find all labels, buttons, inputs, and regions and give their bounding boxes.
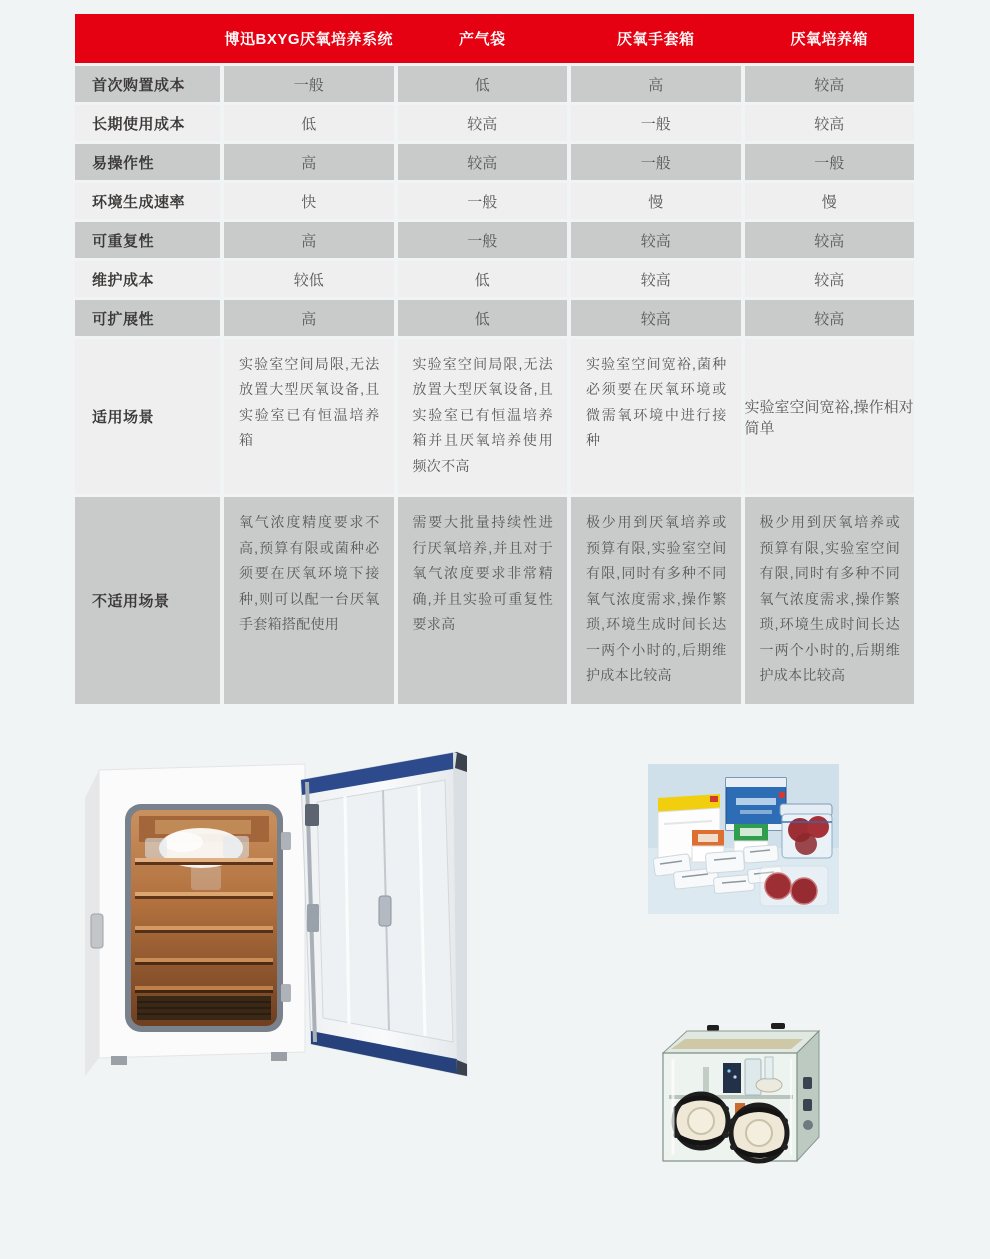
rating-cell: 高 <box>224 222 394 258</box>
rating-cell: 较高 <box>398 105 568 141</box>
glove-box-photo <box>643 1015 841 1183</box>
rating-cell: 一般 <box>745 144 915 180</box>
rating-cell: 高 <box>224 300 394 336</box>
rating-cell: 慢 <box>745 183 915 219</box>
table-header <box>75 14 914 63</box>
column-header: 厌氧培养箱 <box>790 31 868 48</box>
rating-cell: 一般 <box>398 222 568 258</box>
rating-cell: 一般 <box>224 66 394 102</box>
table-body <box>75 66 914 704</box>
scenario-cell: 实验室空间宽裕,菌种必须要在厌氧环境或微需氧环境中进行接种 <box>571 339 741 494</box>
rating-cell: 快 <box>224 183 394 219</box>
scenario-cell: 实验室空间局限,无法放置大型厌氧设备,且实验室已有恒温培养箱并且厌氧培养使用频次不高 <box>398 339 568 494</box>
incubator-photo <box>83 746 525 1150</box>
row-label: 可扩展性 <box>75 300 220 336</box>
row-label: 不适用场景 <box>75 497 220 703</box>
rating-cell: 实验室空间宽裕,操作相对简单 <box>745 339 915 494</box>
rating-cell: 低 <box>398 261 568 297</box>
rating-cell: 较高 <box>398 144 568 180</box>
rating-cell: 低 <box>398 300 568 336</box>
row-label: 易操作性 <box>75 144 220 180</box>
rating-cell: 高 <box>224 144 394 180</box>
column-header: 厌氧手套箱 <box>616 31 695 48</box>
column-header: 博迅BXYG厌氧培养系统 <box>224 31 393 48</box>
rating-cell: 较高 <box>571 261 741 297</box>
scenario-cell: 实验室空间局限,无法放置大型厌氧设备,且实验室已有恒温培养箱 <box>224 339 394 494</box>
rating-cell: 较高 <box>745 300 915 336</box>
scenario-cell: 需要大批量持续性进行厌氧培养,并且对于氧气浓度要求非常精确,并且实验可重复性要求高 <box>398 497 568 703</box>
rating-cell: 较高 <box>745 261 915 297</box>
rating-cell: 一般 <box>571 105 741 141</box>
gas-bag-kit-photo <box>648 764 839 914</box>
row-label: 首次购置成本 <box>75 66 220 102</box>
row-label: 维护成本 <box>75 261 220 297</box>
rating-cell: 高 <box>571 66 741 102</box>
column-header: 产气袋 <box>458 31 506 48</box>
comparison-table <box>75 14 914 704</box>
rating-cell: 低 <box>224 105 394 141</box>
rating-cell: 较高 <box>745 222 915 258</box>
row-label: 环境生成速率 <box>75 183 220 219</box>
rating-cell: 较高 <box>571 222 741 258</box>
row-label: 可重复性 <box>75 222 220 258</box>
row-label: 适用场景 <box>75 339 220 494</box>
rating-cell: 一般 <box>571 144 741 180</box>
rating-cell: 较高 <box>571 300 741 336</box>
row-label: 长期使用成本 <box>75 105 220 141</box>
rating-cell: 较低 <box>224 261 394 297</box>
scenario-cell: 极少用到厌氧培养或预算有限,实验室空间有限,同时有多种不同氧气浓度需求,操作繁琐,环境生成时间长达一两个小时的,后期维护成本比较高 <box>745 497 915 703</box>
rating-cell: 低 <box>398 66 568 102</box>
rating-cell: 慢 <box>571 183 741 219</box>
scenario-cell: 极少用到厌氧培养或预算有限,实验室空间有限,同时有多种不同氧气浓度需求,操作繁琐,环境生成时间长达一两个小时的,后期维护成本比较高 <box>571 497 741 703</box>
rating-cell: 一般 <box>398 183 568 219</box>
rating-cell: 较高 <box>745 66 915 102</box>
header-corner-cell <box>75 14 220 63</box>
scenario-cell: 氧气浓度精度要求不高,预算有限或菌种必须要在厌氧环境下接种,则可以配一台厌氧手套箱搭配使用 <box>224 497 394 703</box>
rating-cell: 较高 <box>745 105 915 141</box>
